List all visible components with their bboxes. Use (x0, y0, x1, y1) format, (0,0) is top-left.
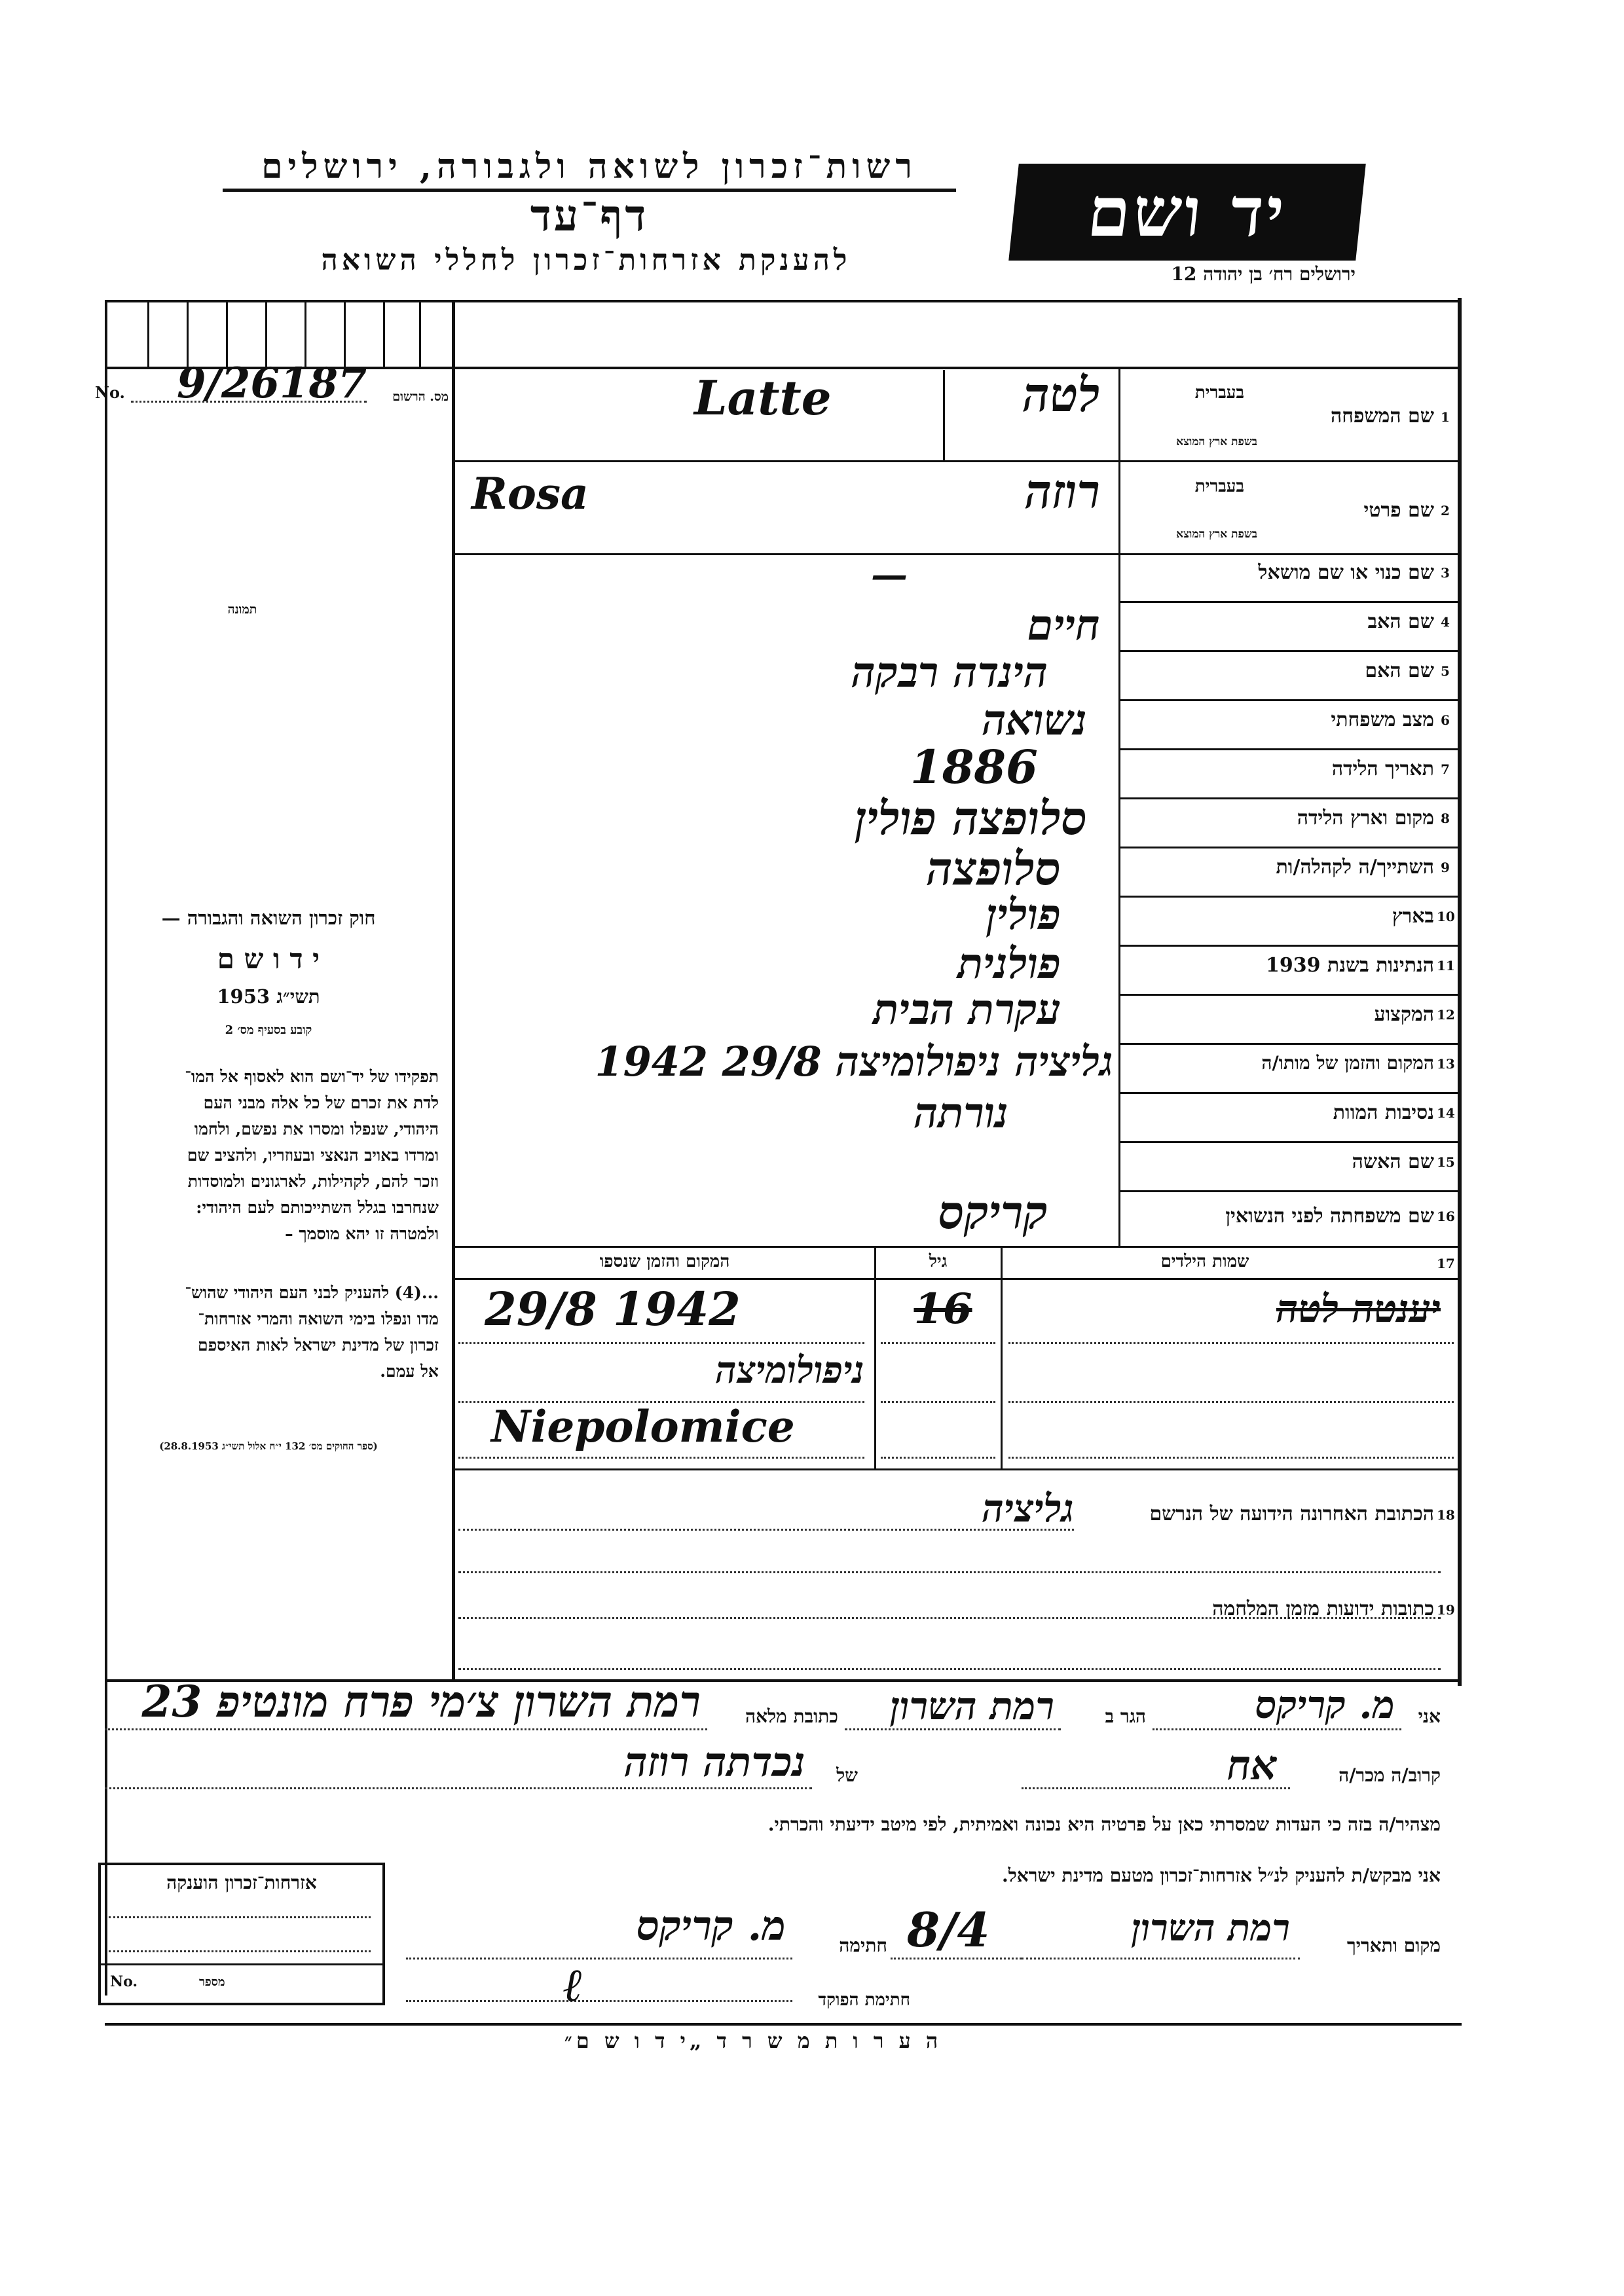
field-1-sub-bottom: בשפת ארץ המוצא (1176, 435, 1257, 448)
field-13-label: המקום והזמן של מותו/ה (1261, 1052, 1434, 1074)
law-year: תשי״ג 1953 (217, 985, 320, 1008)
field-1-sub-top: בעברית (1194, 383, 1244, 403)
law-line: אל עמם. (380, 1362, 439, 1381)
official-signature-mark: ℓ (563, 1958, 583, 2012)
field-13-number: 13 (1437, 1056, 1455, 1072)
field-6-label: מצב משפחתי (1331, 708, 1434, 731)
field-2-sub-bottom: בשפת ארץ המוצא (1176, 528, 1257, 541)
law-line: ומרדו באויב הנאצי ובעוזריו, ולהציב שם (187, 1146, 439, 1165)
field-5-number: 5 (1441, 663, 1450, 679)
field-10-number: 10 (1437, 909, 1455, 924)
law-line: היהודי, שנפלו ומסרו את נפשם, ולחמו (194, 1120, 439, 1139)
decl-of-label: של (836, 1764, 858, 1786)
field-8-number: 8 (1441, 811, 1450, 826)
child-date: 29/8 1942 (485, 1282, 741, 1336)
field-3-label: שם כנוי או שם מושאל (1258, 561, 1434, 584)
field-2-label: שם פרטי (1363, 499, 1434, 522)
field-12-value: עקרת הבית (873, 985, 1061, 1034)
field-16-number: 16 (1437, 1209, 1455, 1224)
field-8-value: סלופצה פולין (855, 791, 1087, 845)
law-line: וזכר להם, לקהילות, לארגונים ולמוסדות (187, 1172, 439, 1191)
decl-full-address: רמת השרון צ׳מי פרח מונטיפ 23 (141, 1676, 701, 1727)
granted-box-title: אזרחות־זכרון הוענקה (166, 1872, 317, 1893)
field-5-value: הינדה רבקה (851, 648, 1048, 697)
authority-title: רשות־זכרון לשואה ולגבורה, ירושלים (223, 145, 956, 192)
decl-statement: מצהיר/ה בזה כי העדות שמסרתי כאן על פרטיה היא נכונה ואמיתית, לפי מיטב ידיעתי והכרתי. (767, 1813, 1441, 1835)
field-11-number: 11 (1437, 958, 1455, 974)
children-col-age: גיל (929, 1252, 948, 1271)
field-13-value: גליציה ניפולומיצה 29/8 1942 (595, 1038, 1113, 1085)
logo-text: יד ושם (1084, 172, 1291, 252)
field-9-value: סלופצה (926, 841, 1061, 896)
field-3-value: — (871, 553, 908, 596)
law-reference: (ספר החוקים מס׳ 132 י״ח אלול תשי״ג 28.8.1953) (159, 1440, 378, 1452)
law-line: מדו ונפלו בימי השואה והמרי אזרחות־ (198, 1309, 439, 1328)
field-16-label: שם משפחתה לפני הנשואין (1225, 1205, 1434, 1228)
field-5-label: שם האם (1365, 659, 1434, 682)
footer-office-notes: ה ע ר ו ת מ ש ר ד „י ד ו ש ם״ (564, 2028, 942, 2053)
field-7-label: תאריך הלידה (1331, 757, 1434, 780)
decl-signature: מ. קריקס (636, 1902, 786, 1950)
decl-relation: אח (1227, 1741, 1277, 1789)
field-1-number: 1 (1441, 409, 1450, 425)
law-paragraph-1 (98, 1064, 439, 1247)
field-14-value: נורתה (913, 1089, 1008, 1138)
granted-box (98, 1863, 385, 2005)
law-paragraph-2 (98, 1280, 439, 1385)
child-name: יענטה לטה (1276, 1286, 1441, 1331)
law-line: ולמטרה זו יהא מוסמך – (285, 1224, 439, 1243)
field-11-label: הנתינות בשנת 1939 (1265, 954, 1434, 977)
field-18-number: 18 (1437, 1507, 1455, 1523)
field-14-label: נסיבות המוות (1333, 1101, 1434, 1124)
field-18-label: הכתובת האחרונה הידועה של הנרשם (1149, 1503, 1434, 1525)
field-6-number: 6 (1441, 712, 1450, 728)
children-col-place: המקום והזמן שנספו (599, 1252, 730, 1271)
field-15-label: שם האשה (1352, 1150, 1434, 1173)
decl-of-value: נכדתה רוזה (624, 1738, 805, 1786)
field-18-value: גליציה (982, 1486, 1074, 1531)
law-line: זכרון של מדינת ישראל לאות האיספם (197, 1336, 439, 1355)
field-1-value-he: לטה (1022, 367, 1100, 422)
child-age: 16 (913, 1285, 972, 1334)
reg-no-value: 9/26187 (177, 359, 367, 408)
law-section: קובע בסעיף מס׳ 2 (225, 1023, 312, 1037)
field-16-value: קריקס (938, 1185, 1048, 1239)
reg-label: מס. הרשום (392, 390, 449, 404)
address: ירושלים רח׳ בן יהודה 12 (1171, 263, 1356, 285)
decl-full-address-label: כתובת מלאה (745, 1705, 838, 1727)
field-2-number: 2 (1441, 503, 1450, 519)
child-place-he: ניפולומיצה (715, 1349, 864, 1392)
photo-label: תמונה (227, 602, 257, 617)
field-2-sub-top: בעברית (1194, 477, 1244, 496)
field-1-value-en: Latte (694, 370, 832, 426)
children-number: 17 (1437, 1256, 1455, 1271)
decl-date: 8/4 (907, 1902, 990, 1958)
field-19-number: 19 (1437, 1602, 1455, 1618)
field-2-value-en: Rosa (471, 468, 589, 519)
law-title: חוק זכרון השואה והגבורה — (161, 907, 376, 929)
form-subtitle: להענקת אזרחות־זכרון לחללי השואה (321, 244, 851, 277)
field-9-label: השתייך/ה לקהלה/ות (1276, 856, 1434, 879)
field-14-number: 14 (1437, 1105, 1455, 1121)
field-7-value: 1886 (910, 740, 1038, 794)
field-4-label: שם האב (1367, 610, 1434, 633)
field-7-number: 7 (1441, 761, 1450, 777)
field-4-number: 4 (1441, 614, 1450, 630)
field-11-value: פולנית (957, 939, 1061, 989)
field-8-label: מקום וארץ הלידה (1297, 807, 1434, 829)
granted-box-no-label: No. (110, 1973, 138, 1990)
field-3-number: 3 (1441, 565, 1450, 581)
field-12-label: המקצוע (1374, 1003, 1434, 1026)
form-title: דף־עד (530, 190, 649, 241)
field-12-number: 12 (1437, 1007, 1455, 1023)
children-col-names: שמות הילדים (1160, 1252, 1249, 1271)
decl-signature-label: חתימה (839, 1935, 887, 1956)
field-10-value: פולין (986, 890, 1061, 939)
decl-city: רמת השרון (890, 1684, 1054, 1728)
reg-no-label: No. (95, 383, 125, 402)
decl-declarant-name: מ. קריקס (1255, 1683, 1395, 1727)
yad-vashem-logo (1008, 164, 1366, 261)
decl-place-date-label: מקום ותאריך (1346, 1935, 1441, 1956)
decl-place: רמת השרון (1131, 1906, 1290, 1950)
law-line: ...(4) להעניק לבני העם היהודי שהוש־ (185, 1283, 439, 1302)
field-15-number: 15 (1437, 1154, 1455, 1170)
field-9-number: 9 (1441, 860, 1450, 875)
decl-request: אני מבקש/ת להעניק לנ״ל אזרחות־זכרון מטעם מדינת ישראל. (1001, 1865, 1441, 1886)
law-line: תפקידו של יד־ושם הוא לאסוף אל המו־ (185, 1067, 439, 1086)
decl-relation-label: קרוב/ה מכר/ה (1338, 1764, 1441, 1786)
field-10-label: בארץ (1392, 905, 1434, 928)
child-place-en: Niepolomice (491, 1401, 795, 1452)
decl-ani: אני (1418, 1705, 1441, 1727)
law-line: שנחרבו בגלל השתייכותם לעם היהודי: (196, 1198, 439, 1217)
field-19-label: כתובות ידועות מזמן המלחמה (1212, 1597, 1434, 1620)
decl-official-sig-label: חתימת הפוקד (818, 1990, 910, 2010)
law-line: לדת את זכרם של כל אלה מבני העם (203, 1093, 439, 1112)
field-4-value: חיים (1027, 601, 1100, 650)
law-name: י ד ו ש ם (217, 943, 320, 975)
decl-resides-label: הגר ב (1105, 1705, 1146, 1727)
field-6-value: נשואה (982, 696, 1087, 745)
field-2-value-he: רוזה (1024, 464, 1100, 519)
field-1-label: שם המשפחה (1330, 405, 1434, 428)
granted-box-number-label: מספר (199, 1975, 225, 1989)
